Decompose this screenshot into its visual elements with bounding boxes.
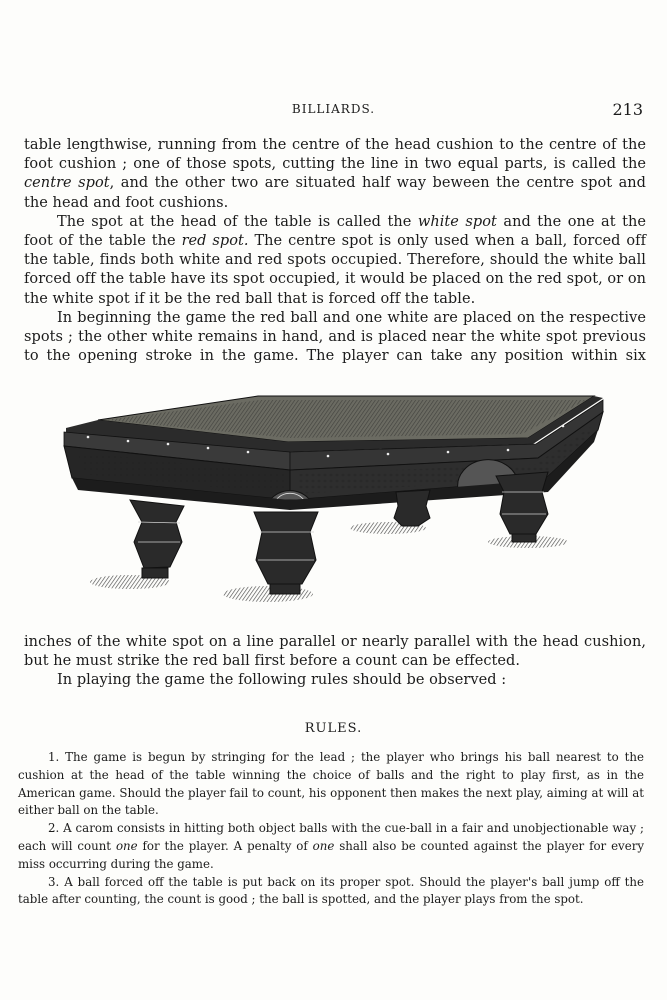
text-run: inches of the white spot on a line parallel or nearly parallel with the head cushion, but he must strike the red ball first before a count can be effected. [24, 634, 646, 670]
italic-term: one [312, 838, 335, 853]
page-number: 213 [612, 100, 643, 119]
rule-3 [18, 874, 644, 910]
text-run: The centre spot is only used when a ball, forced off the table, finds both white and red spots occupied. Therefore, should the white ball forced off the table have its spot occupied, it would be placed on the red spot, or on the white spot if it be the red ball that is forced off the table. [24, 233, 646, 307]
italic-term: white spot [417, 213, 497, 230]
text-run: 2. A carom consists in hitting both object balls with the cue-ball in a fair and unobjectionable way ; each will count [18, 821, 644, 853]
paragraph-spots [24, 136, 646, 213]
running-head [0, 100, 667, 120]
text-run: shall also be counted against the player for every miss occurring during the game. [18, 838, 644, 871]
body-text-lower [24, 633, 646, 691]
body-text-upper [24, 136, 646, 366]
billiard-table-engraving-icon [58, 382, 610, 617]
italic-term: centre spot [24, 175, 110, 192]
header-title: BILLIARDS. [291, 102, 376, 116]
italic-term: red spot. [181, 233, 249, 250]
paragraph-white-spot-range [24, 633, 646, 671]
rules-heading: RULES. [304, 721, 363, 736]
rules-list [18, 749, 644, 909]
rule-2 [18, 820, 644, 873]
italic-term: one [115, 838, 138, 853]
text-run: for the player. A penalty of [137, 838, 313, 853]
text-run: In playing the game the following rules should be observed : [57, 672, 507, 689]
text-run: and the one at the foot of the table the [24, 213, 646, 250]
text-run: 3. A ball forced off the table is put back on its proper spot. Should the player's ball jump off the table after counting, the count is good ; the ball is spotted, and the player plays from the spot. [18, 874, 644, 907]
text-run: , and the other two are situated half way beween the centre spot and the head and foot cushions. [24, 175, 646, 211]
text-run: table lengthwise, running from the centre of the head cushion to the centre of the foot cushion ; one of those spots, cutting the line in two equal parts, is called the [24, 137, 646, 173]
paragraph-white-red-spot [24, 213, 646, 309]
paragraph-beginning-game [24, 309, 646, 367]
text-run: 1. The game is begun by stringing for the lead ; the player who brings his ball nearest to the cushion at the head of the table winning the choice of balls and the right to play first, as in the American game. Should the player fail to count, his opponent then makes the next play, aiming at will at either ball on the table. [18, 750, 644, 818]
text-run: The spot at the head of the table is called the [57, 213, 418, 230]
rule-1 [18, 749, 644, 820]
text-run: In beginning the game the red ball and one white are placed on the respective spots ; the other white remains in hand, and is placed near the white spot previous to the opening stroke in the game. The player can take any position within six [24, 309, 646, 365]
paragraph-rules-intro [24, 671, 646, 690]
